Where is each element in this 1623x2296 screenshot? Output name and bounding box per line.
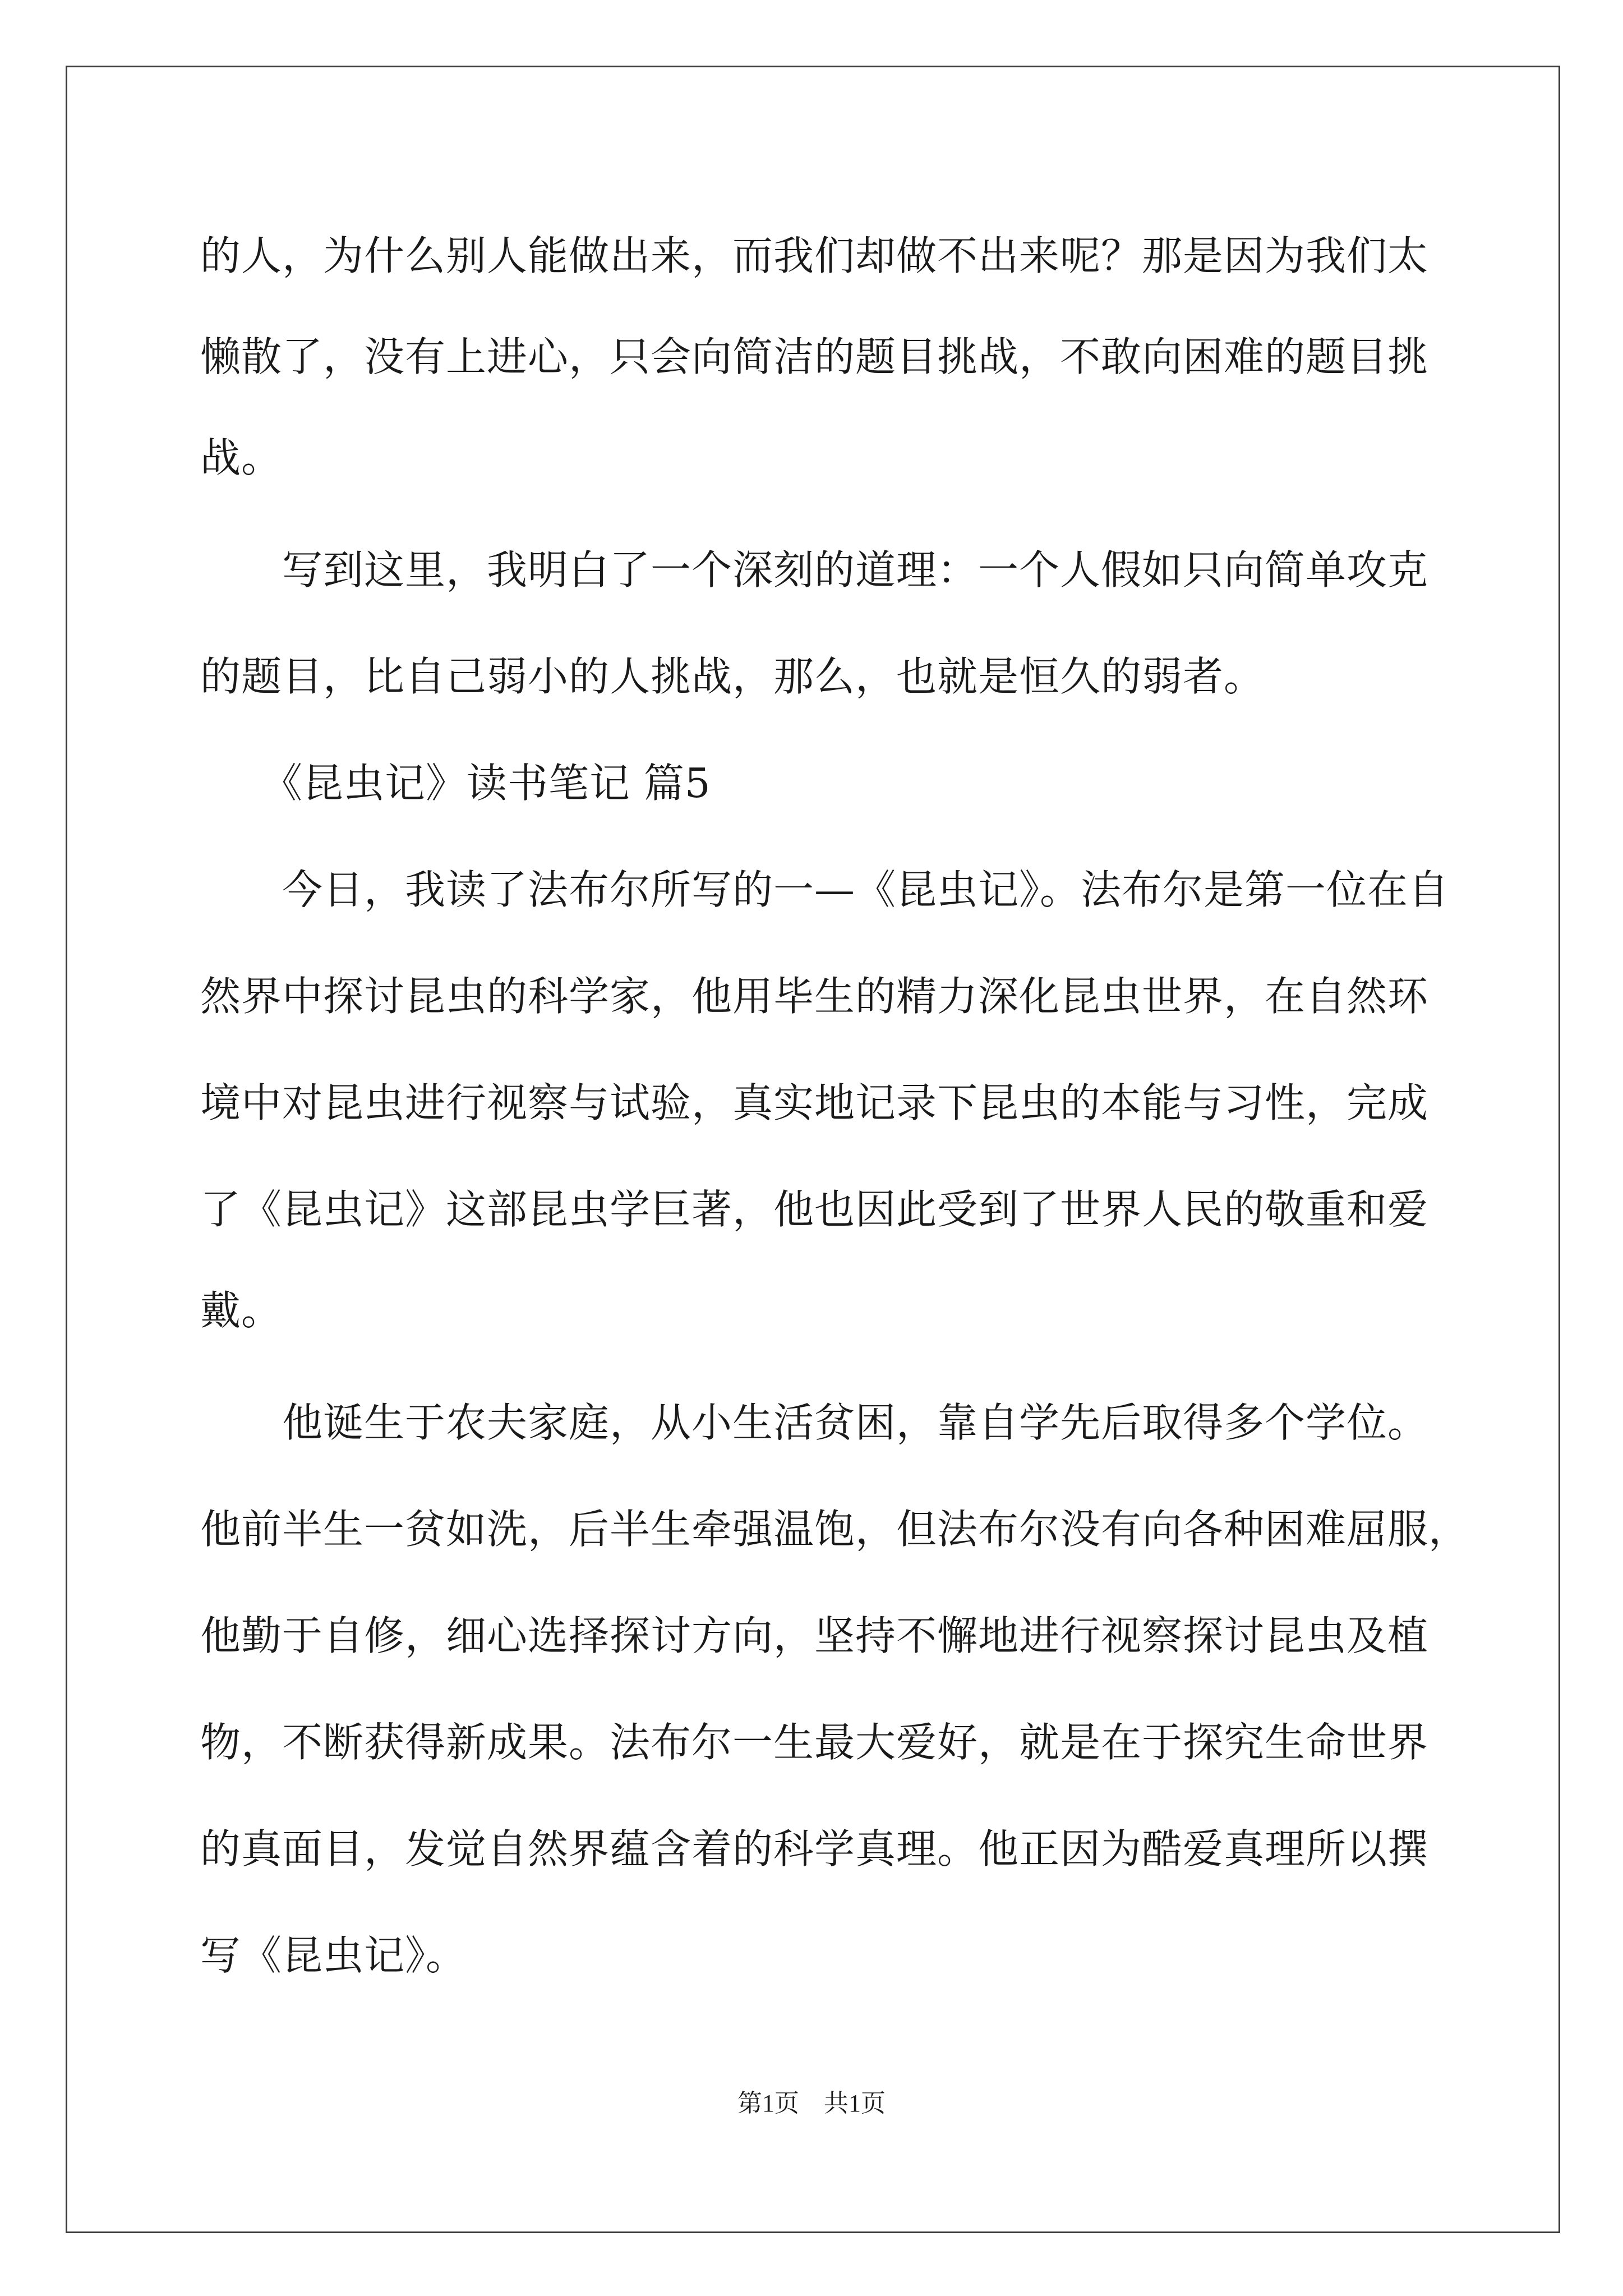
page-border <box>66 66 1560 2233</box>
text-line: 战。 <box>200 434 283 481</box>
text-line: 他勤于自修，细心选择探讨方向，坚持不懈地进行视察探讨昆虫及植 <box>200 1612 1429 1659</box>
text-line: 了《昆虫记》这部昆虫学巨著，他也因此受到了世界人民的敬重和爱 <box>200 1186 1429 1233</box>
text-line: 的真面目，发觉自然界蕴含着的科学真理。他正因为酷爱真理所以撰 <box>200 1825 1429 1872</box>
text-line: 戴。 <box>200 1287 283 1334</box>
page-number: 第1页 共1页 <box>737 2090 886 2117</box>
text-line: 物，不断获得新成果。法布尔一生最大爱好，就是在于探究生命世界 <box>200 1719 1429 1766</box>
section-heading: 《昆虫记》读书笔记 篇5 <box>200 760 711 807</box>
text-line: 他诞生于农夫家庭，从小生活贫困，靠自学先后取得多个学位。 <box>200 1399 1429 1446</box>
text-line: 境中对昆虫进行视察与试验，真实地记录下昆虫的本能与习性，完成 <box>200 1079 1429 1126</box>
text-line: 的题目，比自己弱小的人挑战，那么，也就是恒久的弱者。 <box>200 653 1265 700</box>
text-line: 写到这里，我明白了一个深刻的道理：一个人假如只向简单攻克 <box>200 546 1429 593</box>
text-line: 今日，我读了法布尔所写的一—《昆虫记》。法布尔是第一位在自 <box>200 866 1450 913</box>
text-line: 的人，为什么别人能做出来，而我们却做不出来呢？那是因为我们太 <box>200 232 1429 279</box>
text-line: 然界中探讨昆虫的科学家，他用毕生的精力深化昆虫世界，在自然环 <box>200 973 1429 1020</box>
text-line: 写《昆虫记》。 <box>200 1932 467 1979</box>
text-line: 懒散了，没有上进心，只会向简洁的题目挑战，不敢向困难的题目挑 <box>200 333 1429 380</box>
text-line: 他前半生一贫如洗，后半生牵强温饱，但法布尔没有向各种困难屈服， <box>200 1506 1470 1553</box>
